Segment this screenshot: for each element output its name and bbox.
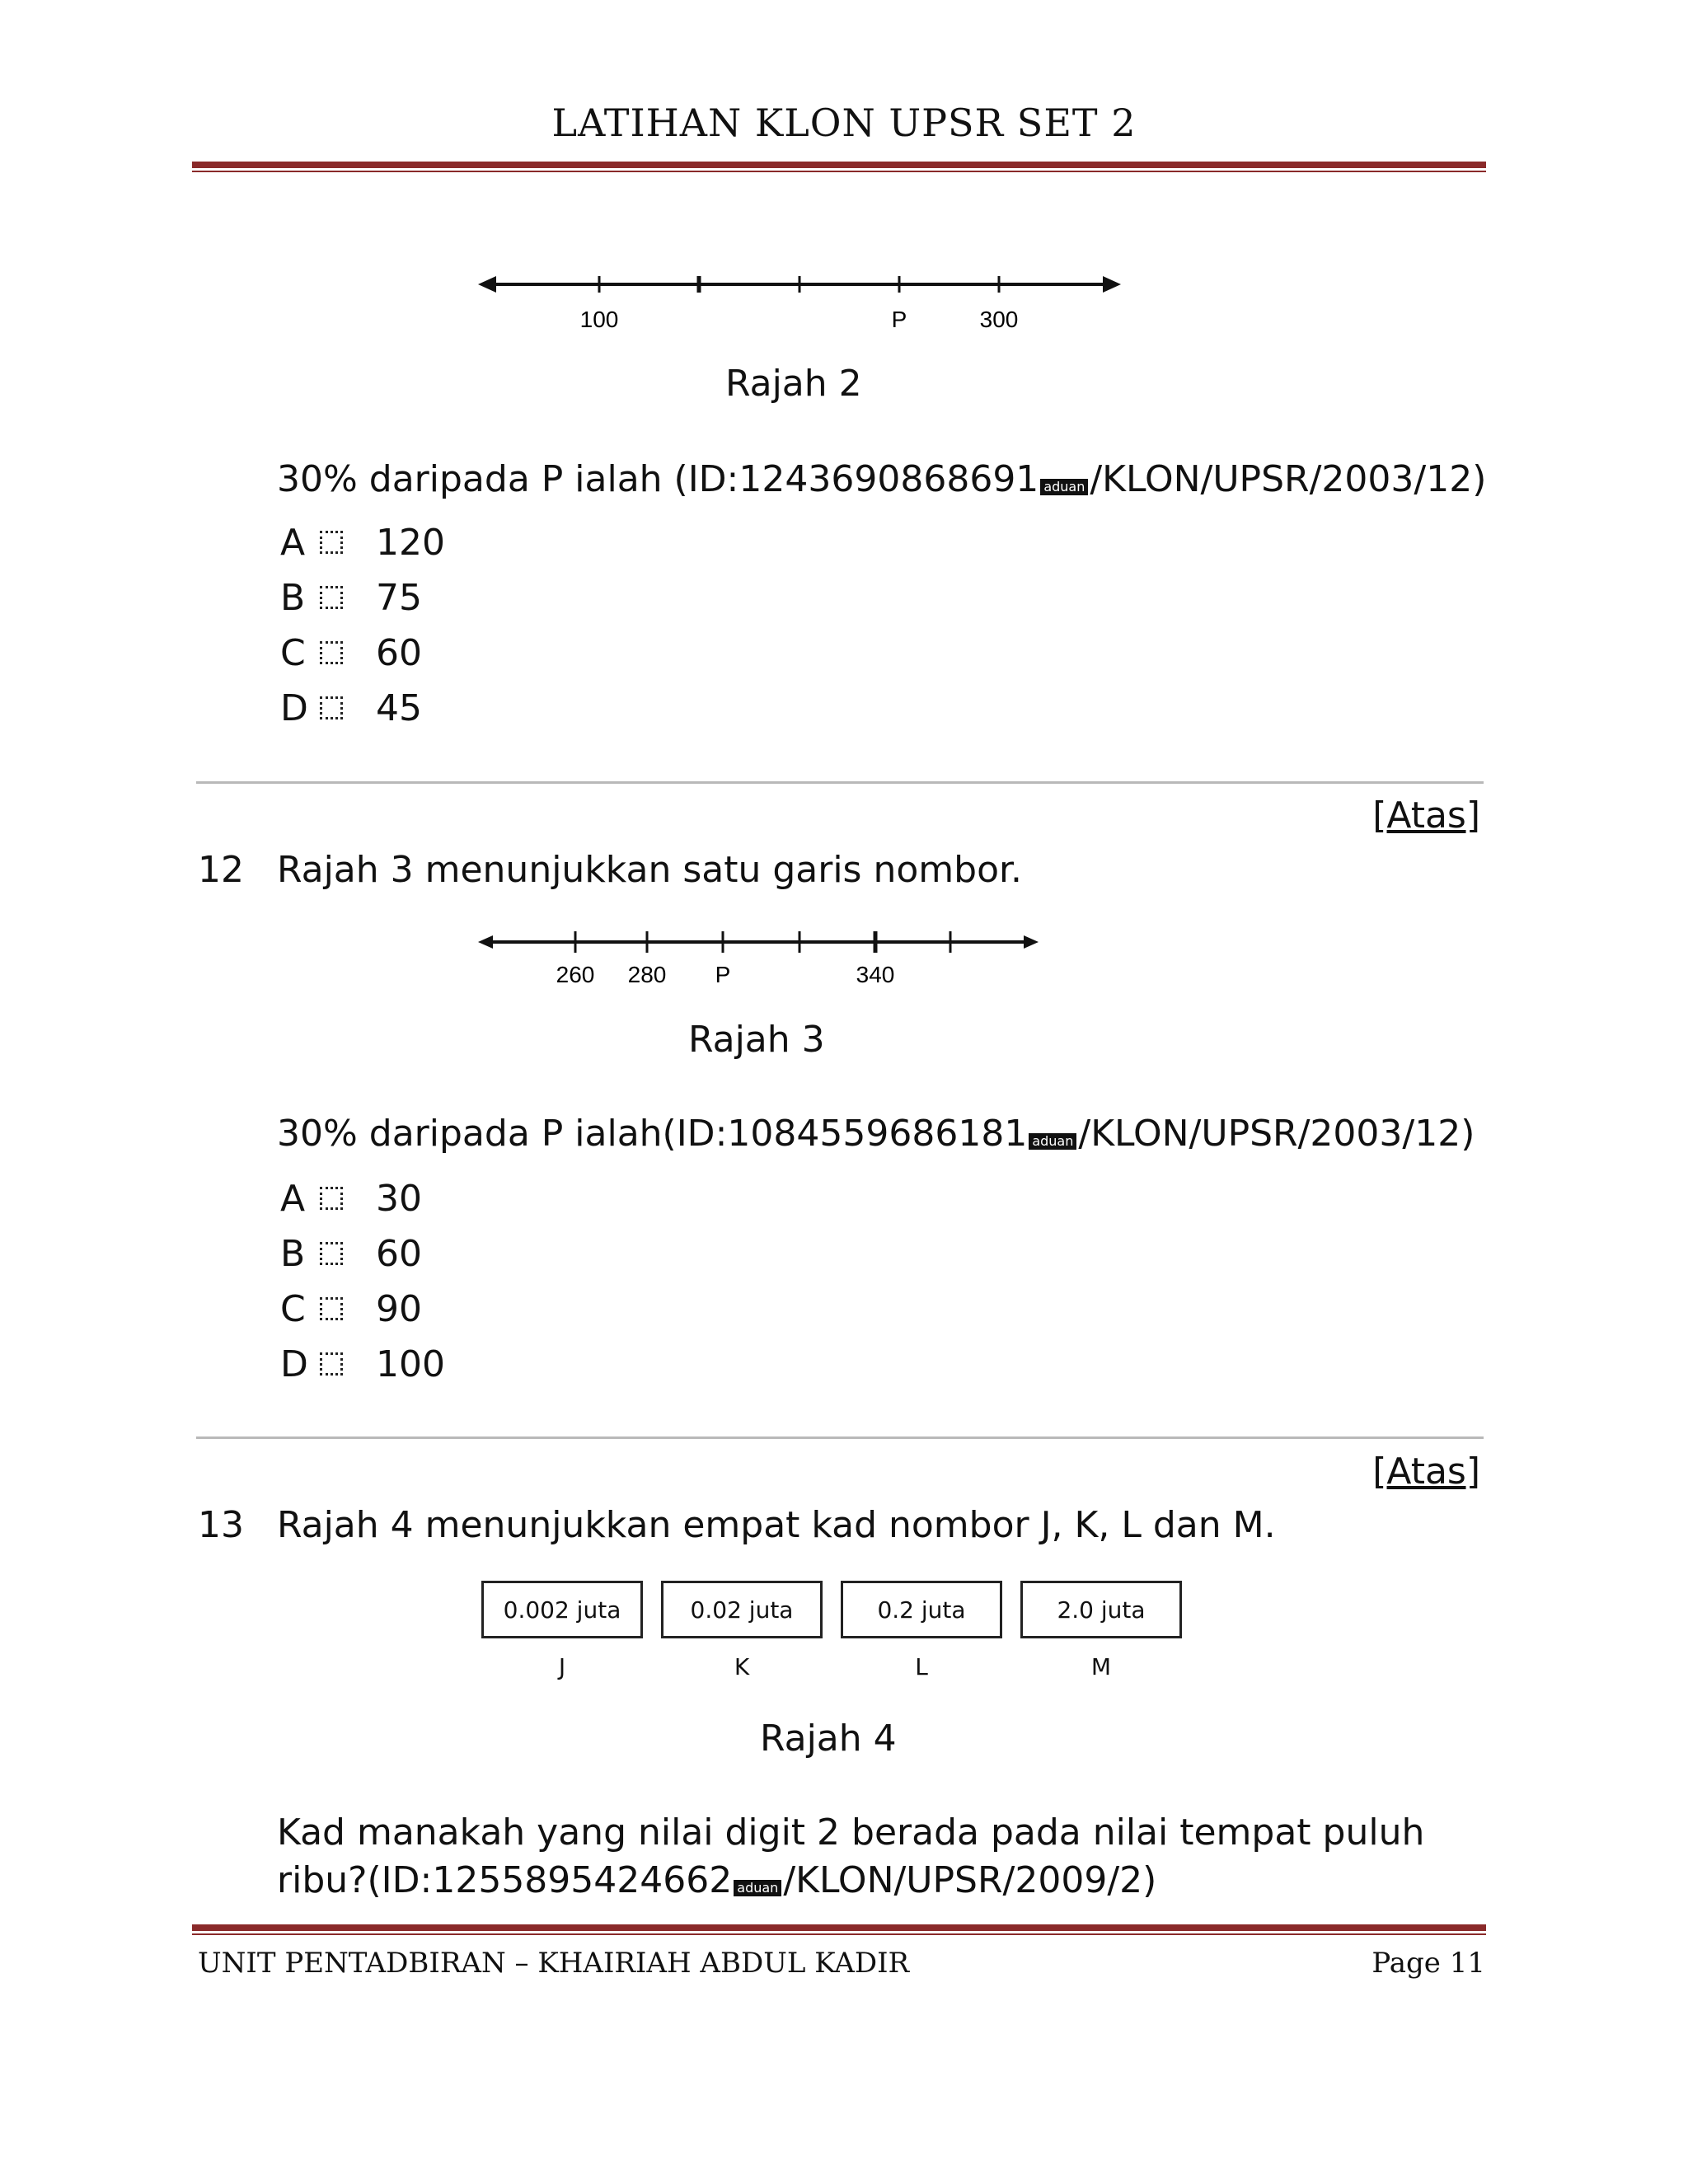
header-rule-thin — [192, 171, 1486, 172]
q12-intro: Rajah 3 menunjukkan satu garis nombor. — [277, 849, 1023, 891]
option-value: 75 — [376, 576, 422, 619]
atas-link[interactable] — [1372, 1451, 1480, 1493]
header-rule — [192, 162, 1486, 168]
page-number: Page 11 — [1372, 1947, 1485, 1980]
radio-box[interactable] — [320, 696, 343, 719]
aduan-badge[interactable]: aduan — [734, 1880, 781, 1896]
separator — [196, 1436, 1484, 1439]
card-label: J — [558, 1653, 566, 1680]
q12-stem-suffix: /KLON/UPSR/2003/12) — [1078, 1113, 1475, 1155]
card-value: 0.002 juta — [481, 1581, 643, 1638]
tick-label-5: 300 — [979, 307, 1019, 332]
option-letter: B — [280, 576, 306, 619]
card-label: L — [915, 1653, 928, 1680]
q13-stem-line1: Kad manakah yang nilai digit 2 berada pada nilai tempat puluh — [277, 1811, 1425, 1854]
q11-stem-text: 30% daripada P ialah (ID:1243690868691 — [277, 458, 1039, 500]
number-line-rajah-2 — [478, 264, 1121, 338]
q13-stem-text: ribu?(ID:1255895424662 — [277, 1859, 733, 1901]
atas-link-text[interactable]: [Atas] — [1372, 1451, 1480, 1493]
q12-options — [280, 1174, 445, 1389]
radio-box[interactable] — [320, 586, 343, 609]
option-value: 90 — [376, 1287, 422, 1330]
option-d[interactable] — [280, 1339, 445, 1389]
option-d[interactable] — [280, 683, 445, 733]
tick-label-4: P — [891, 307, 907, 332]
q11-options — [280, 518, 445, 733]
card-label: M — [1090, 1653, 1112, 1680]
option-letter: D — [280, 1343, 308, 1385]
option-value: 120 — [376, 521, 445, 564]
option-letter: B — [280, 1232, 306, 1275]
q13-stem-suffix: /KLON/UPSR/2009/2) — [783, 1859, 1157, 1901]
option-value: 60 — [376, 631, 422, 674]
footer-rule-thin — [192, 1933, 1486, 1935]
option-value: 30 — [376, 1177, 422, 1220]
caption-rajah-4: Rajah 4 — [760, 1718, 897, 1760]
option-a[interactable] — [280, 1174, 445, 1223]
aduan-badge[interactable]: aduan — [1029, 1133, 1076, 1150]
radio-box[interactable] — [320, 1242, 343, 1265]
q13-intro: Rajah 4 menunjukkan empat kad nombor J, K, L dan M. — [277, 1504, 1276, 1546]
footer-author: UNIT PENTADBIRAN – KHAIRIAH ABDUL KADIR — [198, 1947, 910, 1980]
caption-rajah-3: Rajah 3 — [688, 1019, 825, 1061]
q12-number: 12 — [198, 849, 244, 891]
tick-label-3: P — [715, 962, 731, 987]
card-m — [1020, 1581, 1182, 1680]
caption-rajah-2: Rajah 2 — [725, 363, 862, 405]
option-b[interactable] — [280, 1229, 445, 1278]
card-value: 0.02 juta — [661, 1581, 823, 1638]
tick-label-5: 340 — [856, 962, 895, 987]
radio-box[interactable] — [320, 641, 343, 664]
radio-box[interactable] — [320, 1352, 343, 1376]
option-letter: D — [280, 687, 308, 729]
option-b[interactable] — [280, 573, 445, 622]
q11-stem-suffix: /KLON/UPSR/2003/12) — [1090, 458, 1487, 500]
option-letter: A — [280, 521, 306, 564]
radio-box[interactable] — [320, 531, 343, 554]
q13-number: 13 — [198, 1504, 244, 1546]
radio-box[interactable] — [320, 1187, 343, 1210]
tick-label-2: 280 — [627, 962, 667, 987]
card-value: 0.2 juta — [841, 1581, 1002, 1638]
number-cards — [481, 1581, 1182, 1680]
page-header-title: LATIHAN KLON UPSR SET 2 — [551, 101, 1137, 145]
card-label: K — [734, 1653, 750, 1680]
option-a[interactable] — [280, 518, 445, 567]
atas-link[interactable] — [1372, 794, 1480, 837]
radio-box[interactable] — [320, 1297, 343, 1320]
card-k — [661, 1581, 823, 1680]
option-c[interactable] — [280, 1284, 445, 1333]
option-value: 45 — [376, 687, 422, 729]
option-value: 100 — [376, 1343, 445, 1385]
number-line-rajah-3 — [478, 927, 1039, 993]
option-letter: C — [280, 631, 306, 674]
q12-stem — [277, 1113, 1475, 1155]
tick-label-1: 100 — [579, 307, 619, 332]
tick-label-1: 260 — [556, 962, 595, 987]
card-j — [481, 1581, 643, 1680]
atas-link-text[interactable]: [Atas] — [1372, 794, 1480, 837]
separator — [196, 781, 1484, 784]
q12-stem-text: 30% daripada P ialah(ID:1084559686181 — [277, 1113, 1028, 1155]
footer-rule — [192, 1924, 1486, 1931]
card-value: 2.0 juta — [1020, 1581, 1182, 1638]
card-l — [841, 1581, 1002, 1680]
option-letter: C — [280, 1287, 306, 1330]
aduan-badge[interactable]: aduan — [1040, 479, 1088, 495]
q11-stem — [277, 458, 1486, 500]
option-value: 60 — [376, 1232, 422, 1275]
option-letter: A — [280, 1177, 306, 1220]
option-c[interactable] — [280, 628, 445, 677]
q13-stem-line2 — [277, 1859, 1156, 1901]
